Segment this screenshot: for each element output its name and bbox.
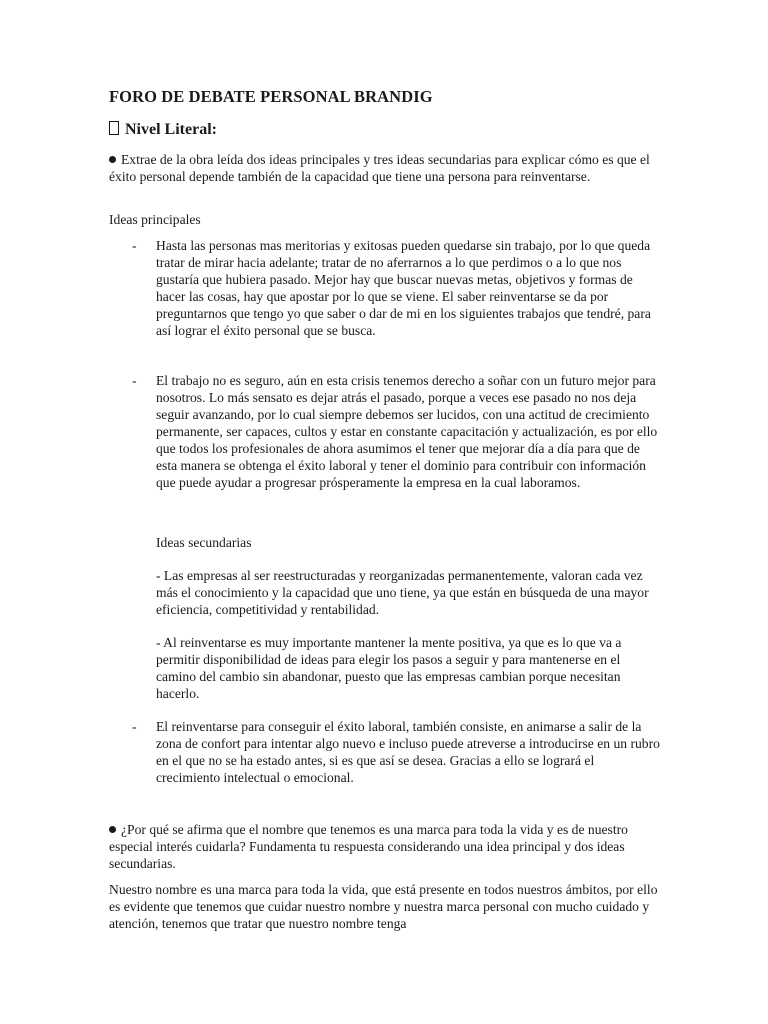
- document-title: FORO DE DEBATE PERSONAL BRANDIG: [109, 87, 433, 106]
- list-item-3: El reinventarse para conseguir el éxito laboral, también consiste, en animarse a salir de la zona de confort para intentar algo nuevo e incluso puede atreverse a introducirse en un rubro en el que no se ha estado antes, si es que así se desea. Gracias a ello se logrará el crecimiento intelectual o emocional.: [156, 719, 660, 785]
- secondary-idea-2: - Al reinventarse es muy importante mantener la mente positiva, ya que es lo que va a permitir disponibilidad de ideas para elegir los pasos a seguir y para mantenerse en el camino del cambio sin abandonar, puesto que las empresas cambian porque necesitan hacerlo.: [156, 635, 622, 701]
- question-1-text: Extrae de la obra leída dos ideas principales y tres ideas secundarias para explicar cómo es que el éxito personal depende también de la capacidad que tiene una persona para reinventarse.: [109, 152, 650, 184]
- bullet-icon: [109, 826, 116, 833]
- question-2: [109, 821, 661, 872]
- list-dash: -: [132, 719, 137, 734]
- checkbox-bullet-icon: [109, 121, 119, 135]
- ideas-secundarias-label: Ideas secundarias: [156, 535, 252, 550]
- bullet-icon: [109, 156, 116, 163]
- section-heading: [109, 121, 217, 139]
- list-item-1: Hasta las personas mas meritorias y exitosas pueden quedarse sin trabajo, por lo que queda tratar de mirar hacia adelante; tratar de no aferrarnos a lo que perdimos o a lo que nos gustaría que hubiera pasado. Mejor hay que buscar nuevas metas, objetivos y formas de hacer las cosas, hay que apostar por lo que se viene. El saber reinventarse se da por preguntarnos que tengo yo que saber o dar de mi en los siguientes trabajos que tendré, para así lograr el éxito personal que se busca.: [156, 238, 651, 338]
- section-heading-label: Nivel Literal:: [125, 121, 217, 138]
- secondary-idea-1: - Las empresas al ser reestructuradas y reorganizadas permanentemente, valoran cada vez más el conocimiento y la capacidad que uno tiene, ya que están en búsqueda de una mayor eficiencia, competitividad y rentabilidad.: [156, 568, 649, 617]
- question-1: [109, 151, 661, 185]
- list-item-2: El trabajo no es seguro, aún en esta crisis tenemos derecho a soñar con un futuro mejor para nosotros. Lo más sensato es dejar atrás el pasado, porque a veces ese pasado no nos deja seguir avanzando, por lo cual siempre debemos ser lucidos, con una actitud de crecimiento permanente, ser capaces, cultos y estar en constante capacitación y actualización, es por ello que todos los profesionales de ahora asumimos el tener que mejorar día a día para que de esta manera se obtenga el éxito laboral y tener el dominio para contribuir con información que puede ayudar a progresar prósperamente la empresa en la cual laboramos.: [156, 373, 658, 490]
- answer-2: Nuestro nombre es una marca para toda la vida, que está presente en todos nuestros ámbitos, por ello es evidente que tenemos que cuidar nuestro nombre y nuestra marca personal con mucho cuidado y atención, tenemos que tratar que nuestro nombre tenga: [109, 882, 658, 931]
- question-2-text: ¿Por qué se afirma que el nombre que tenemos es una marca para toda la vida y es de nuestro especial interés cuidarla? Fundamenta tu respuesta considerando una idea principal y dos ideas secundarias.: [109, 822, 628, 871]
- ideas-principales-label: Ideas principales: [109, 212, 201, 227]
- list-dash: -: [132, 373, 137, 388]
- list-dash: -: [132, 238, 137, 253]
